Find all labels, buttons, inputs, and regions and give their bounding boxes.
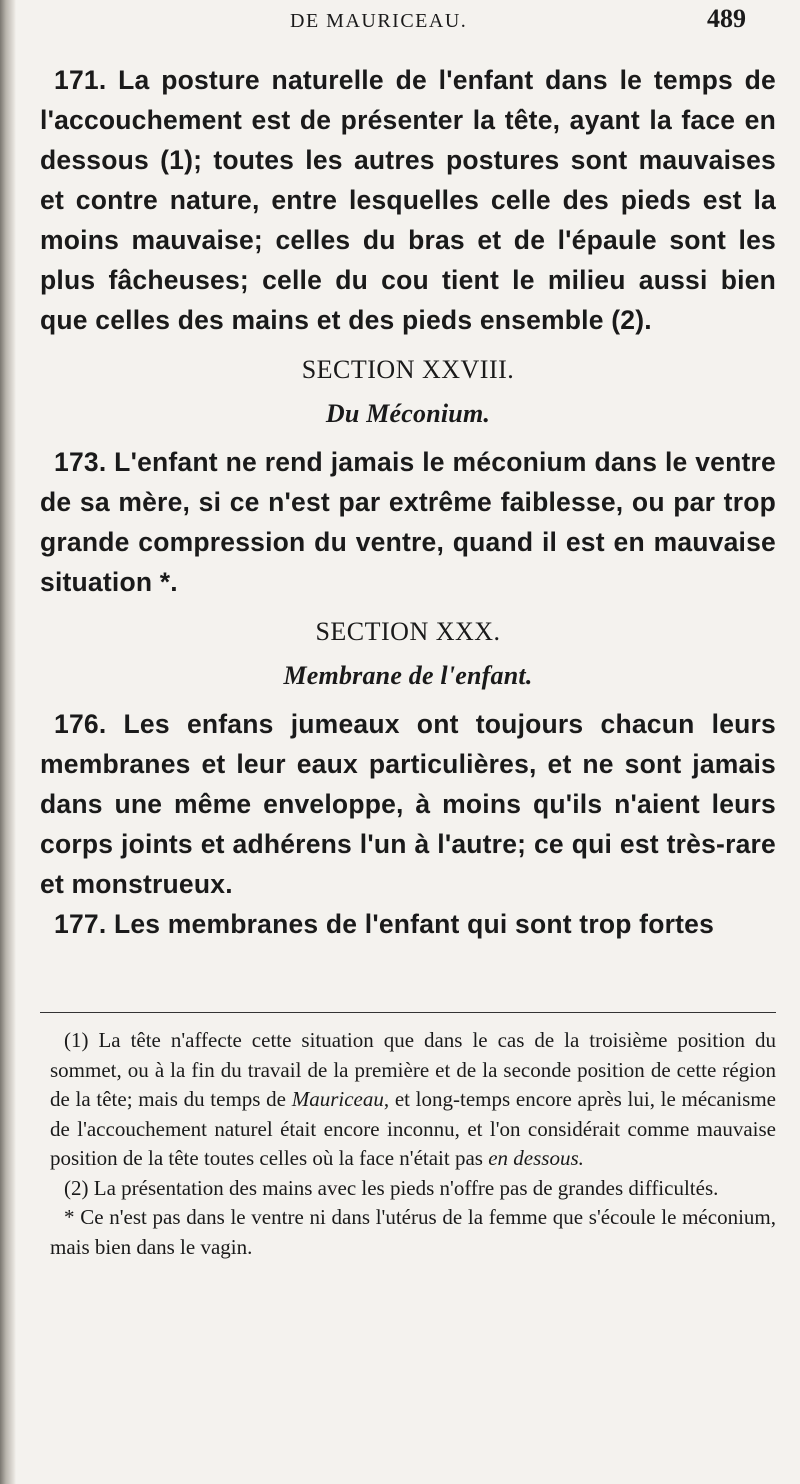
footnote-asterisk: * Ce n'est pas dans le ventre ni dans l'utérus de la femme que s'écoule le méconium, mais bien dans le vagin. bbox=[50, 1205, 776, 1259]
section-heading-xxviii: SECTION XXVIII. bbox=[301, 355, 515, 384]
section-subtitle-membrane: Membrane de l'enfant. bbox=[283, 661, 533, 690]
page-number: 489 bbox=[707, 4, 746, 33]
paragraph-171: 171. La posture naturelle de l'enfant dans le temps de l'accouchement est de présenter la tête, ayant la face en dessous (1); toutes les autres postures sont mauvaises et contre nature, entre lesquelles celle des pieds est la moins mauvaise; celles du bras et de l'épaule sont les plus fâcheuses; celle du cou tient le milieu aussi bien que celles des mains et des pieds ensemble (2). bbox=[40, 65, 776, 335]
paragraph-173: 173. L'enfant ne rend jamais le méconium dans le ventre de sa mère, si ce n'est par extrême faiblesse, ou par trop grande compression du ventre, quand il est en mauvaise situation *. bbox=[40, 447, 776, 597]
footnote-rule bbox=[40, 1012, 776, 1013]
running-head bbox=[0, 4, 800, 38]
main-text bbox=[40, 60, 776, 944]
footnote-1-text-middle: , et long-temps encore après lui, le mécanisme de l'accouchement naturel était encore inconnu, et l'on considérait comme mauvaise position de la tête toutes celles où la face n'était pas bbox=[50, 1087, 776, 1170]
footnote-1-author-name: Mauriceau bbox=[291, 1087, 384, 1111]
section-subtitle-meconium: Du Méconium. bbox=[325, 399, 491, 428]
footnote-2: (2) La présentation des mains avec les pieds n'offre pas de grandes difficultés. bbox=[64, 1175, 719, 1200]
footnotes bbox=[50, 1026, 776, 1262]
paragraph-177: 177. Les membranes de l'enfant qui sont trop fortes bbox=[54, 909, 715, 939]
paragraph-176: 176. Les enfans jumeaux ont toujours chacun leurs membranes et leur eaux particulières, et ne sont jamais dans une même enveloppe, à moins qu'ils n'aient leurs corps joints et adhérens l'un à l'autre; ce qui est très-rare et monstrueux. bbox=[40, 709, 776, 899]
running-title: DE MAURICEAU. bbox=[290, 10, 468, 32]
page-binding-shadow bbox=[0, 0, 16, 1484]
footnote-1 bbox=[50, 1026, 776, 1174]
footnote-1-text-start: (1) La tête n'affecte cette situation que dans le cas de la troisième position du sommet, ou à la fin du travail de la première et de la seconde position de cette région de la tête; mais du temps de bbox=[50, 1028, 776, 1111]
section-heading-xxx: SECTION XXX. bbox=[315, 617, 501, 646]
footnote-1-text-end: en dessous. bbox=[488, 1146, 584, 1170]
